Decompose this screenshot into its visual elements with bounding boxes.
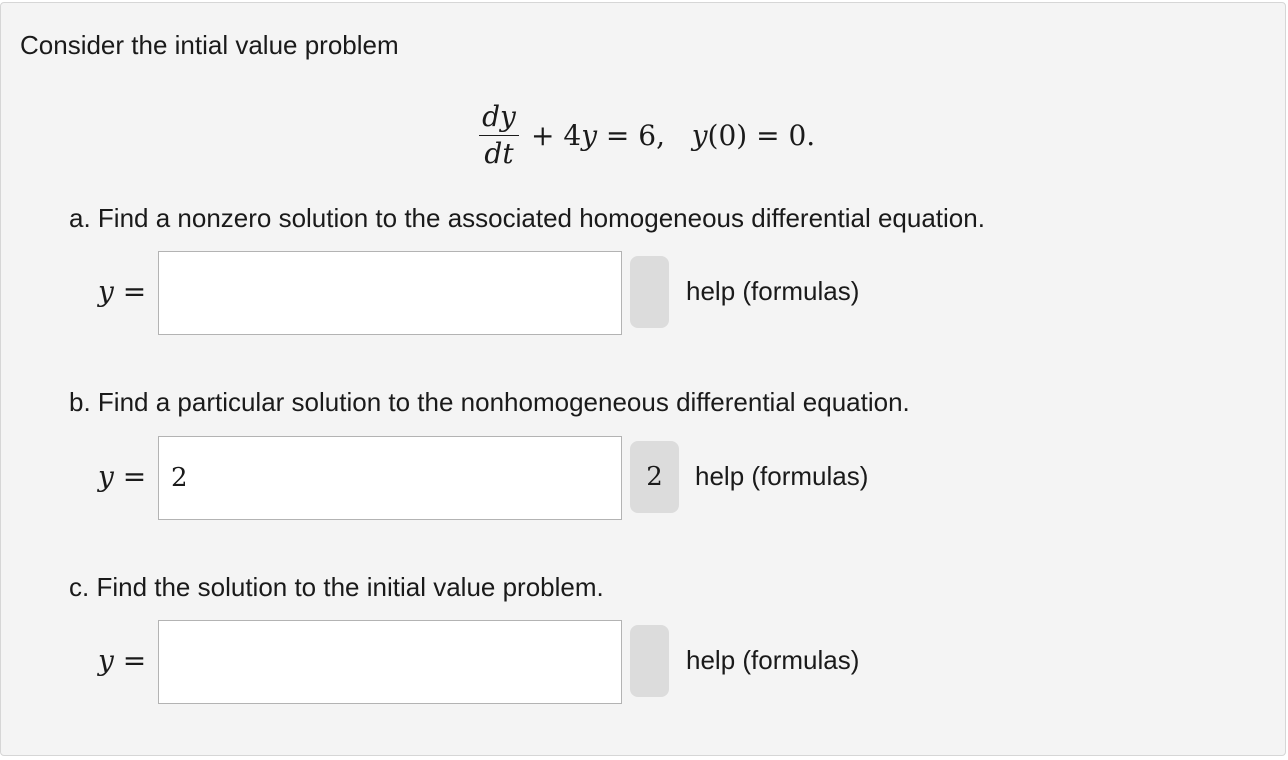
part-b-help-link[interactable]: help (formulas) (695, 461, 869, 491)
fraction-bar (479, 135, 519, 136)
equation-rest (531, 119, 815, 152)
part-a-answer-label: y = (98, 275, 147, 308)
part-c-answer-input[interactable] (158, 620, 622, 704)
part-c-answer-label: y = (98, 644, 147, 677)
derivative-fraction (479, 101, 519, 170)
part-b-answer-label: y = (98, 460, 147, 493)
differential-equation (479, 95, 815, 175)
initial-condition-variable: y (691, 118, 708, 152)
equation-variable: y (581, 118, 598, 152)
fraction-numerator: dy (482, 99, 516, 133)
initial-condition: (0) = 0. (707, 118, 816, 152)
equation-rhs: = 6, (597, 118, 665, 152)
part-c-preview (630, 625, 669, 697)
part-b-answer-input[interactable] (158, 436, 622, 520)
part-c-prompt: c. Find the solution to the initial value problem. (69, 572, 604, 602)
fraction-denominator: dt (484, 136, 514, 170)
part-a-help-link[interactable]: help (formulas) (686, 276, 860, 306)
part-a-preview (630, 256, 669, 328)
part-a-answer-input[interactable] (158, 251, 622, 335)
equation-plus-term: + 4 (531, 118, 582, 152)
problem-intro: Consider the intial value problem (20, 30, 399, 60)
problem-panel (0, 2, 1286, 756)
part-a-prompt: a. Find a nonzero solution to the associated homogeneous differential equation. (69, 203, 985, 233)
part-c-help-link[interactable]: help (formulas) (686, 645, 860, 675)
part-b-preview: 2 (630, 441, 679, 513)
part-b-prompt: b. Find a particular solution to the nonhomogeneous differential equation. (69, 387, 910, 417)
